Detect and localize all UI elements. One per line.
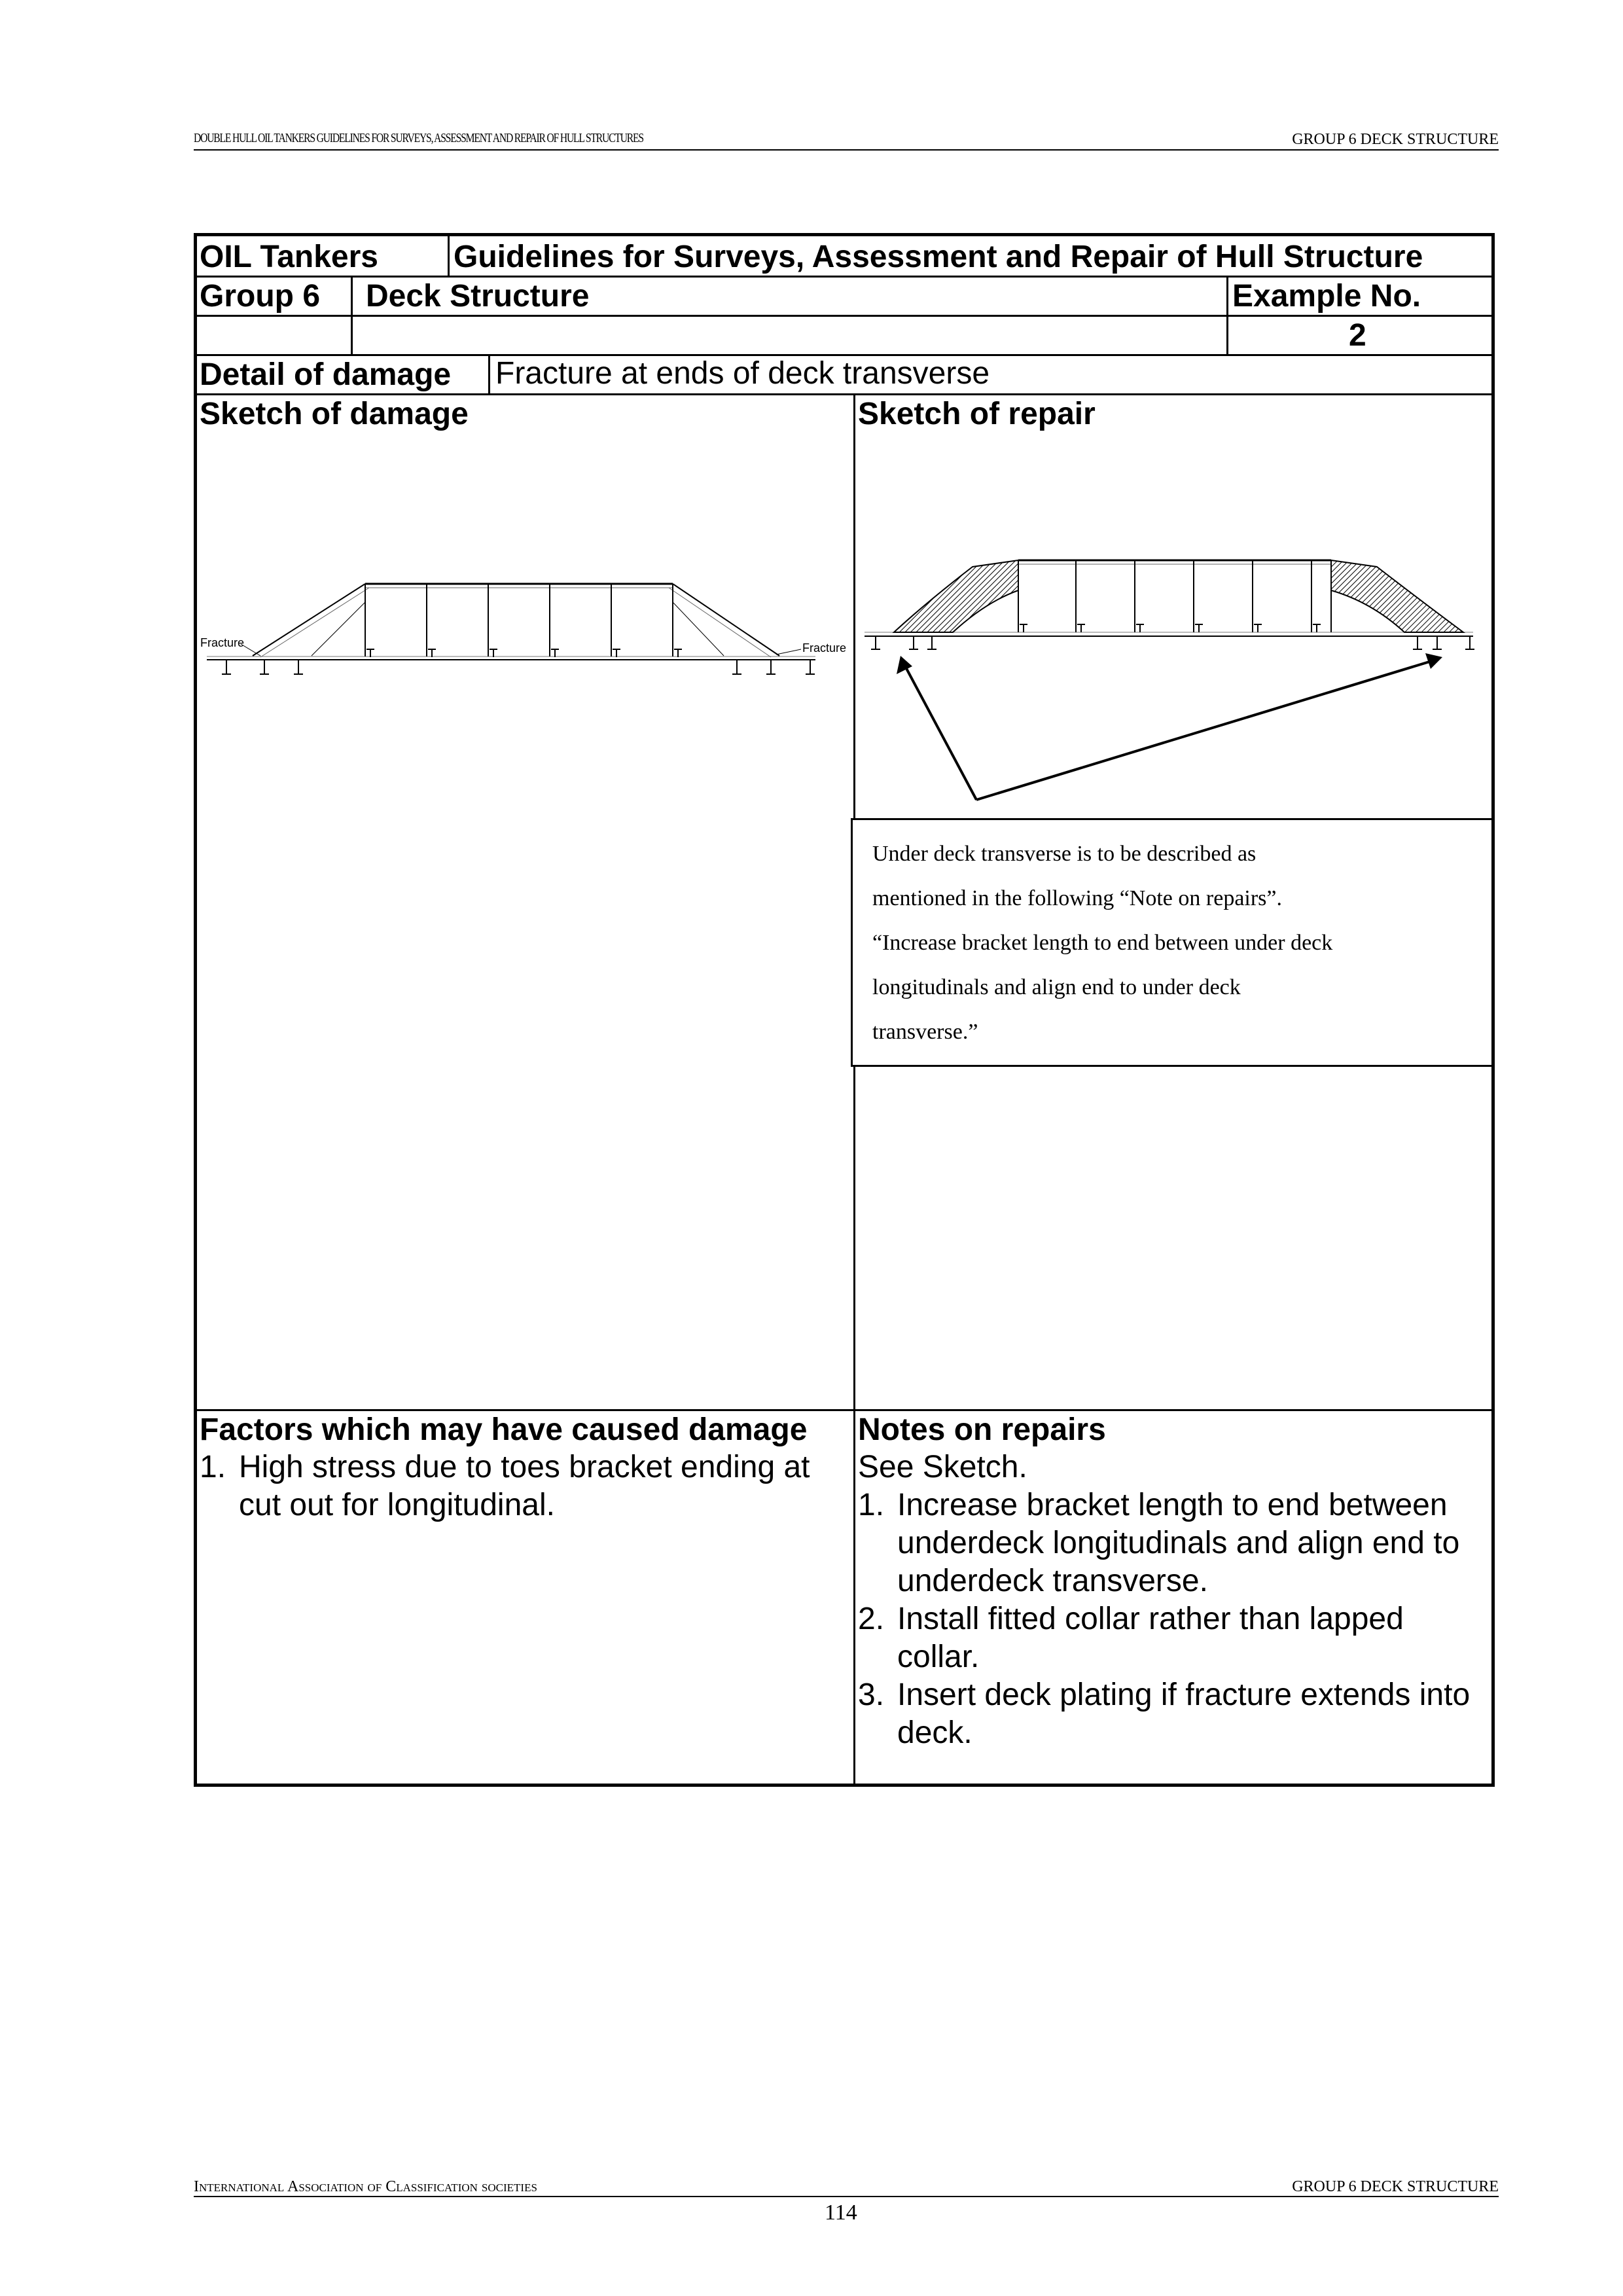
repair-note-item: [858, 1486, 1486, 1600]
col-divider: [1226, 276, 1228, 354]
row-divider: [197, 276, 1491, 278]
detail-of-damage-value: Fracture at ends of deck transverse: [495, 356, 990, 391]
group-label: Group 6: [200, 279, 321, 314]
repair-notes-list: [858, 1486, 1486, 1752]
factors-label: Factors which may have caused damage: [200, 1412, 808, 1447]
repair-notes: [858, 1448, 1486, 1752]
fracture-label-right: Fracture: [802, 641, 847, 655]
repair-note-line: longitudinals and align end to under deck: [872, 975, 1241, 999]
footer-section: GROUP 6 DECK STRUCTURE: [1292, 2178, 1499, 2195]
col-divider: [448, 236, 450, 276]
repair-note-item: [858, 1600, 1486, 1676]
repair-note-text: Insert deck plating if fracture extends into deck.: [897, 1677, 1471, 1750]
repair-note-line: Under deck transverse is to be described as: [872, 842, 1257, 866]
repair-note-item: [858, 1676, 1486, 1752]
detail-of-damage-label: Detail of damage: [200, 357, 452, 392]
example-no-label: Example No.: [1232, 279, 1421, 314]
factor-text-line: High stress due to toes bracket ending at: [239, 1450, 810, 1484]
factor-number: 1.: [200, 1450, 226, 1484]
factor-item: [200, 1448, 847, 1524]
damage-sketch: [200, 563, 848, 694]
repair-note-text: Install fitted collar rather than lapped collar.: [897, 1602, 1404, 1674]
fracture-label-left: Fracture: [200, 636, 245, 649]
repair-note-line: “Increase bracket length to end between under deck: [872, 931, 1333, 955]
repair-note-text: Increase bracket length to end between underdeck longitudinals and align end to underdeck transverse.: [897, 1488, 1460, 1598]
footer-rule: [194, 2196, 1499, 2197]
repair-notes-intro: See Sketch.: [858, 1450, 1027, 1484]
header-rule: [194, 149, 1499, 151]
row-divider: [197, 1409, 1491, 1411]
repair-note-number: 2.: [858, 1602, 885, 1636]
factors-list: [200, 1448, 847, 1524]
notes-on-repairs-label: Notes on repairs: [858, 1412, 1106, 1447]
col-divider: [351, 276, 353, 354]
repair-note-number: 1.: [858, 1488, 885, 1522]
group-name: Deck Structure: [366, 279, 590, 314]
running-header-section: GROUP 6 DECK STRUCTURE: [1292, 131, 1499, 148]
repair-note-box: [851, 818, 1493, 1067]
example-no-value: 2: [1349, 318, 1366, 353]
footer-organization: International Association of Classification societies: [194, 2178, 537, 2195]
sketch-of-damage-label: Sketch of damage: [200, 397, 469, 431]
running-header-title: DOUBLE HULL OIL TANKERS GUIDELINES FOR SURVEYS, ASSESSMENT AND REPAIR OF HULL STRUCTURES: [194, 131, 643, 145]
factor-text-line: cut out for longitudinal.: [239, 1488, 555, 1522]
sketch-of-repair-label: Sketch of repair: [858, 397, 1096, 431]
repair-note-number: 3.: [858, 1677, 885, 1712]
vessel-type-label: OIL Tankers: [200, 240, 378, 274]
guideline-title: Guidelines for Surveys, Assessment and Repair of Hull Structure: [454, 240, 1423, 274]
repair-note-line: mentioned in the following “Note on repairs”.: [872, 886, 1282, 910]
page-number: 114: [825, 2200, 857, 2225]
col-divider: [488, 354, 490, 393]
repair-note-line: transverse.”: [872, 1020, 978, 1044]
repair-sketch: [855, 543, 1496, 818]
row-divider: [197, 393, 1491, 395]
row-divider: [197, 315, 1491, 317]
